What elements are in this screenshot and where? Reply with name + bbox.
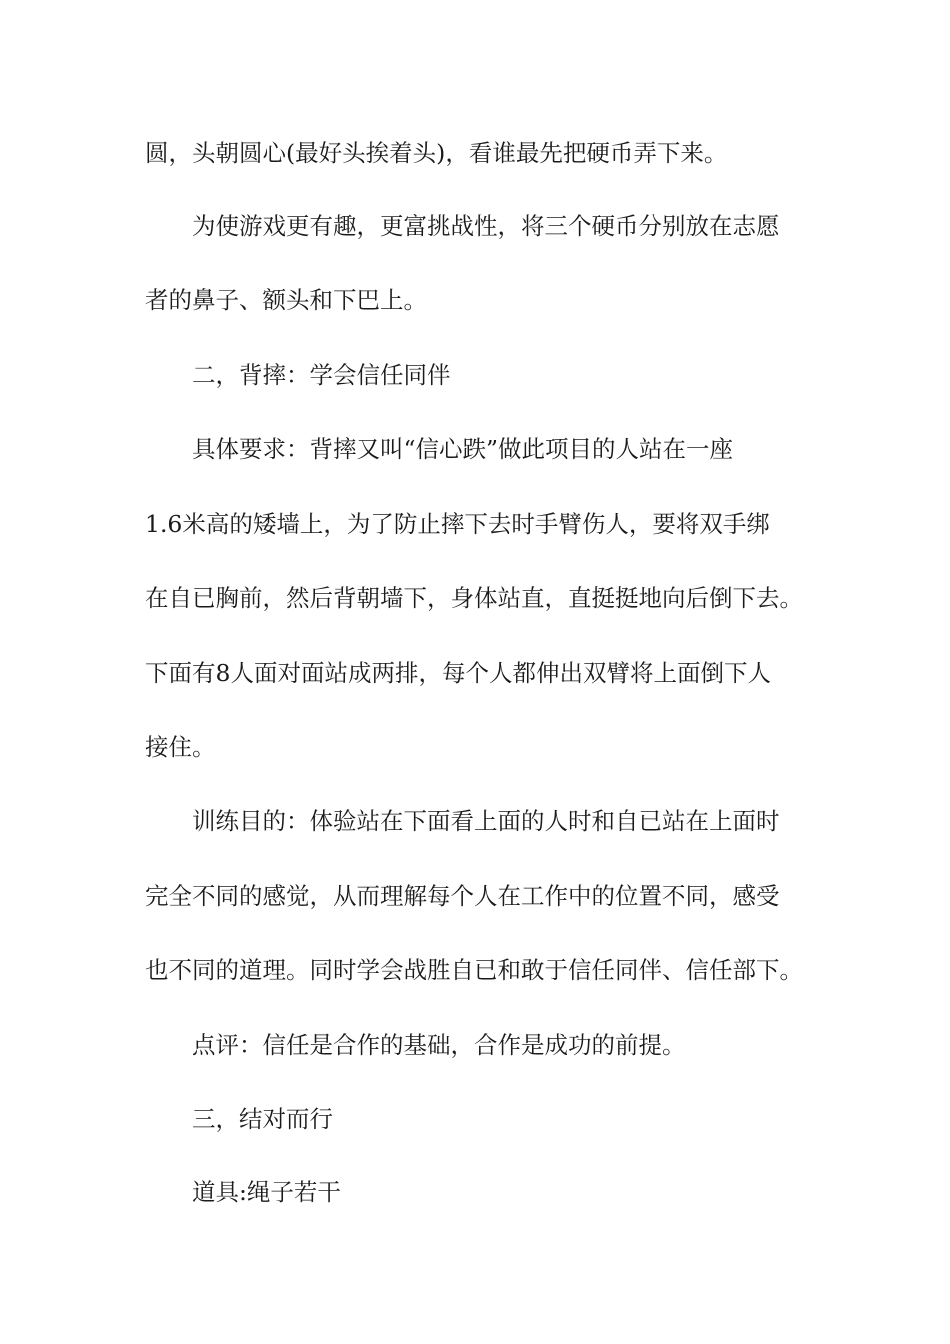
text-line: 也不同的道理。同时学会战胜自已和敢于信任同伴、信任部下。 [145, 956, 803, 984]
text-line: 点评：信任是合作的基础，合作是成功的前提。 [192, 1031, 686, 1059]
text-line: 者的鼻子、额头和下巴上。 [145, 286, 427, 314]
text-line: 完全不同的感觉，从而理解每个人在工作中的位置不同，感受 [145, 882, 780, 910]
text-line: 1.6米高的矮墙上，为了防止摔下去时手臂伤人，要将双手绑 [145, 510, 770, 538]
section-heading: 三，结对而行 [192, 1105, 333, 1133]
text-line: 训练目的：体验站在下面看上面的人时和自已站在上面时 [192, 807, 780, 835]
text-line: 道具:绳子若干 [192, 1178, 341, 1206]
text-line: 下面有8人面对面站成两排，每个人都伸出双臂将上面倒下人 [145, 659, 771, 687]
section-heading: 二，背摔：学会信任同伴 [192, 361, 451, 389]
text-line: 在自已胸前，然后背朝墙下，身体站直，直挺挺地向后倒下去。 [145, 584, 803, 612]
text-line: 接住。 [145, 733, 216, 761]
text-line: 圆，头朝圆心(最好头挨着头)，看谁最先把硬币弄下来。 [145, 139, 728, 167]
text-line: 具体要求：背摔又叫“信心跌”做此项目的人站在一座 [192, 435, 734, 463]
text-line: 为使游戏更有趣，更富挑战性，将三个硬币分别放在志愿 [192, 212, 780, 240]
